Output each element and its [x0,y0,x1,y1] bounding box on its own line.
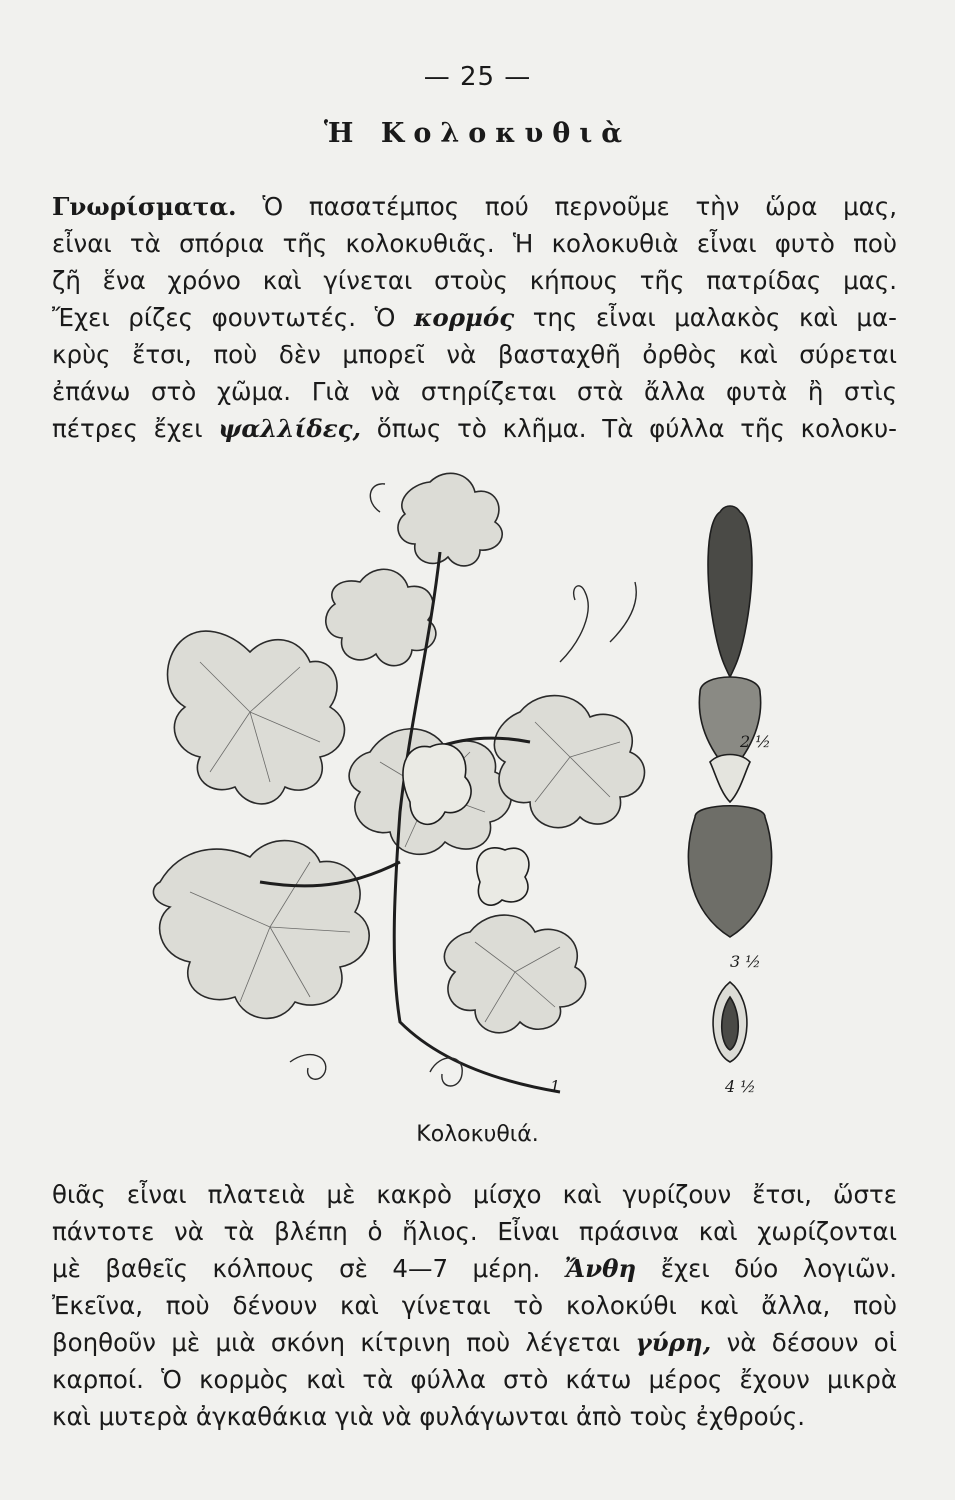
paragraph-1-line-3: ζῆ ἕνα χρόνο καὶ γίνεται στοὺς κήπους τῆς πατρίδας μας. [52,266,897,295]
paragraph-1-line-7: πέτρες ἔχει ψαλλίδες, ὅπως τὸ κλῆμα. Τὰ φύλλα τῆς κολοκυ- [52,414,898,443]
paragraph-2-line-2: πάντοτε νὰ τὰ βλέπη ὁ ἥλιος. Εἶναι πράσινα καὶ χωρίζονται [52,1217,897,1246]
figure-caption: Κολοκυθιά. [416,1122,539,1147]
figure-label-3: 3 ½ [730,952,761,971]
figure-label-1: 1 [550,1077,561,1096]
ovary-illustration [688,806,771,937]
flower-illustration [477,848,529,905]
leaf-illustration [398,473,502,566]
emphasis-kormos: κορμός [413,303,515,332]
paragraph-2-line-7: καὶ μυτερὰ ἀγκαθάκια γιὰ νὰ φυλάγωνται ἀπὸ τοὺς ἐχθρούς. [52,1402,806,1431]
leaf-illustration [168,631,345,804]
leaf-illustration [444,915,585,1033]
paragraph-2-line-5: βοηθοῦν μὲ μιὰ σκόνη κίτρινη ποὺ λέγεται γύρη, νὰ δέσουν οἱ [52,1328,897,1357]
paragraph-1-line-2: εἶναι τὰ σπόρια τῆς κολοκυθιᾶς. Ἡ κολοκυθιὰ εἶναι φυτὸ ποὺ [52,229,897,258]
section-lead-heading: Γνωρίσματα. [52,192,237,221]
tendril-illustration [560,586,588,662]
tendril-illustration [290,1055,326,1080]
tendril-illustration [610,582,636,642]
paragraph-2-line-6: καρποί. Ὁ κορμὸς καὶ τὰ φύλλα στὸ κάτω μέρος ἔχουν μικρὰ [52,1365,897,1394]
paragraph-1-line-1: Γνωρίσματα. Ὁ πασατέμπος πού περνοῦμε τὴν ὥρα μας, [52,192,897,221]
pumpkin-plant-illustration [140,462,780,1110]
emphasis-gyri: γύρη, [635,1328,712,1357]
paragraph-1-line-5: κρὺς ἔτσι, ποὺ δὲν μπορεῖ νὰ βασταχθῆ ὀρθὸς καὶ σύρεται [52,340,897,369]
emphasis-anthi: Ἄνθη [564,1254,637,1283]
emphasis-psallides: ψαλλίδες, [218,414,362,443]
chapter-title: Ἡ Κολοκυθιὰ [323,118,632,149]
figure-label-2: 2 ½ [740,732,771,751]
pistil-illustration [710,755,750,803]
leaf-illustration [326,569,436,665]
paragraph-1-line-6: ἐπάνω στὸ χῶμα. Γιὰ νὰ στηρίζεται στὰ ἄλλα φυτὰ ἢ στὶς [52,377,897,406]
paragraph-2-line-3: μὲ βαθεῖς κόλπους σὲ 4—7 μέρη. Ἄνθη ἔχει δύο λογιῶν. [52,1254,897,1283]
leaf-illustration [494,696,644,828]
page-number: — 25 — [423,62,532,92]
paragraph-2 [52,1176,897,1435]
figure-label-4: 4 ½ [725,1077,756,1096]
leaf-illustration [153,841,369,1019]
tendril-illustration [370,484,385,512]
paragraph-1 [52,188,897,447]
stamen-illustration [708,506,752,677]
paragraph-2-line-1: θιᾶς εἶναι πλατειὰ μὲ κακρὸ μίσχο καὶ γυρίζουν ἔτσι, ὥστε [52,1180,897,1209]
paragraph-2-line-4: Ἐκεῖνα, ποὺ δένουν καὶ γίνεται τὸ κολοκύθι καὶ ἄλλα, ποὺ [52,1291,897,1320]
paragraph-1-line-4: Ἔχει ρίζες φουντωτές. Ὁ κορμός της εἶναι μαλακὸς καὶ μα- [52,303,897,332]
